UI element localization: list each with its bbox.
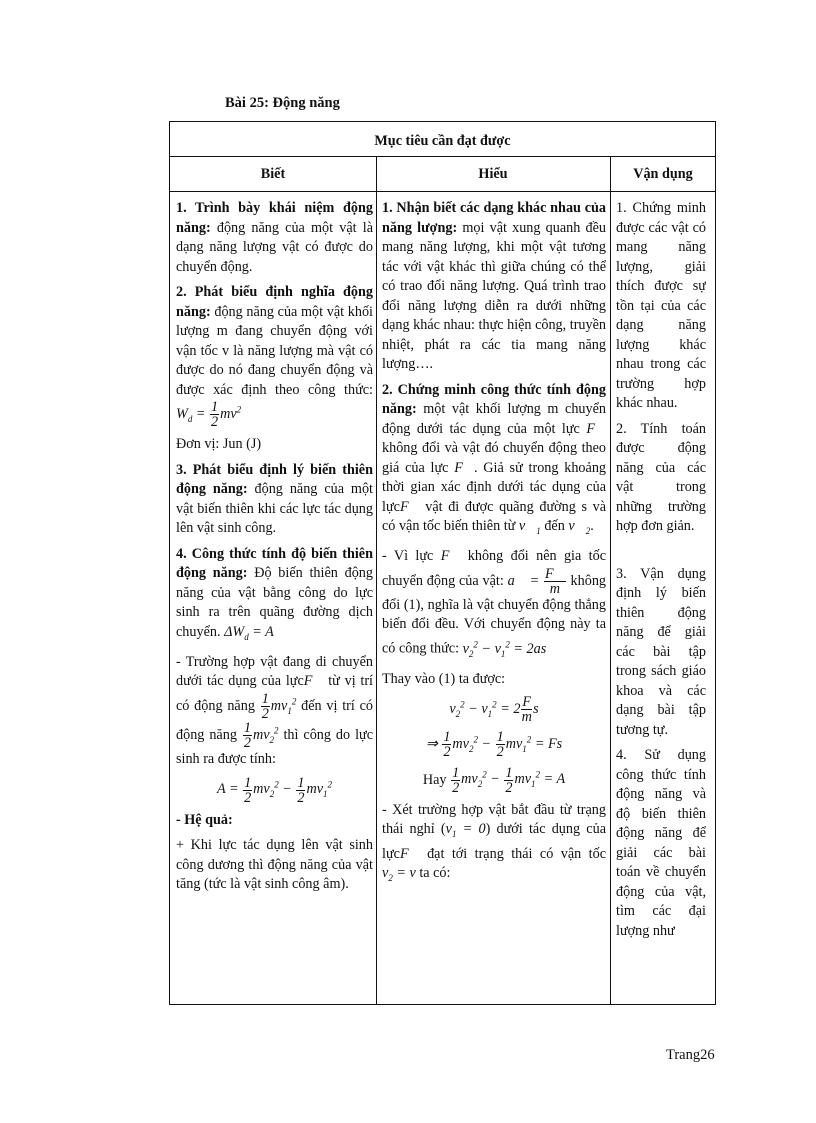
know-item-4: 4. Công thức tính độ biến thiên động năng: Độ biến thiên động năng của vật bằng công do lực sinh ra trên quãng đường dịch chuyển. $\Delta W_d = A$ [176,545,373,642]
objectives-table [169,121,716,1005]
apply-item-3: 3. Vận dụng định lý biến thiên động năng để giải các bài tập trong sách giáo khoa và các dạng bài tập tương tự. [616,565,706,738]
know-item-5: - Trường hợp vật đang di chuyển dưới tác dụng của lựcF⃗ từ vị trí có động năng $\frac{1}{2}$ $mv_1^2$ đến vị trí có động năng $\frac{1}{2}$ $mv_2^2$ thì công do lực sinh ra được tính: [176,653,373,768]
col-header-understand: Hiểu [376,156,610,192]
col-header-apply: Vận dụng [610,156,716,192]
know-item-3: 3. Phát biểu định lý biến thiên động năng: động năng của một vật biến thiên khi các lực tác dụng lên vật sinh công. [176,461,373,537]
understand-item-2: 2. Chứng minh công thức tính động năng: một vật khối lượng m chuyển động dưới tác dụng của một lực F⃗ không đổi và vật đó chuyển động theo giá của lực F⃗. Giả sử trong khoảng thời gian xác định dưới tác dụng của lựcF⃗ vật đi được quãng đường s và có vận tốc biến thiên từ $v⃗_1$ đến $v⃗_2$. [382,381,606,536]
know-item-6: + Khi lực tác dụng lên vật sinh công dương thì động năng của vật tăng (tức là vật sinh công âm). [176,837,373,893]
work-formula: A = $\frac{1}{2}$ $mv_2^2$ − $\frac{1}{2}$ $mv_1^2$ [216,774,333,806]
know-column [176,199,373,1004]
know-item-1: 1. Trình bày khái niệm động năng: động năng của một vật là dạng năng lượng vật có được do chuyển động. [176,200,373,275]
energy-force-formula: ⇒ $\frac{1}{2}$ $mv_2^2$ − $\frac{1}{2}$ $mv_1^2 = Fs$ [425,729,563,761]
apply-column [616,199,706,1004]
energy-work-formula: Hay $\frac{1}{2}$ $mv_2^2$ − $\frac{1}{2}$ $mv_1^2 = A$ [422,764,566,796]
understand-item-3: - Vì lực F⃗ không đổi nên gia tốc chuyển động của vật: a⃗ = $\frac{F⃗}{m}$ không đổi (1), nghĩa là vật chuyển động thẳng biến đổi đều. Với chuyển động này ta có công thức: $v_2^2 - v_1^2 = 2as$ [382,548,606,659]
know-item-2: 2. Phát biểu định nghĩa động năng: động năng của một vật khối lượng m đang chuyển động với vận tốc v là năng lượng mà vật có được do nó đang chuyển động và được xác định theo công thức: $W_d$ = $\frac{1}{2}$ $mv^2$ [176,284,373,430]
lesson-title: Bài 25: Động năng [225,95,340,111]
understand-item-1: 1. Nhận biết các dạng khác nhau của năng lượng: mọi vật xung quanh đều mang năng lượng, khi một vật tương tác với vật khác thì giữa chúng có thể có trao đổi năng lượng. Quá trình trao đổi năng lượng diễn ra dưới những dạng khác nhau: thực hiện công, truyền nhiệt, phát ra các tia mang năng lượng…. [382,200,606,372]
substitute-line: Thay vào (1) ta được: [382,670,506,687]
apply-item-4: 4. Sử dụng công thức tính động năng và độ biến thiên động năng để giải các bài toán về chuyển động của vật, tìm các đại lượng như [616,747,706,939]
column-divider [376,156,377,1004]
velocity-formula: $v_2^2 - v_1^2 = 2$ $\frac{F}{m}$ s [449,694,539,726]
objective-header: Mục tiêu cần đạt được [170,122,715,157]
page-number: Trang26 [666,1047,715,1063]
apply-item-2: 2. Tính toán được động năng của các vật trong những trường hợp đơn giản. [616,420,706,534]
corollary-heading: - Hệ quả: [176,811,233,828]
know-unit: Đơn vị: Jun (J) [176,436,262,453]
understand-column [382,199,606,1004]
understand-item-4: - Xét trường hợp vật bắt đầu từ trạng thái nghỉ $(v_1 = 0)$ dưới tác dụng của lựcF⃗ đạt tới trạng thái có vận tốc $v_2 = v$ ta có: [382,801,606,883]
apply-item-1: 1. Chứng minh được các vật có mang năng lượng, giải thích được sự tồn tại của các dạng năng lượng khác nhau trong các trường hợp khác nhau. [616,200,706,411]
column-divider [610,156,611,1004]
col-header-know: Biết [170,156,376,192]
